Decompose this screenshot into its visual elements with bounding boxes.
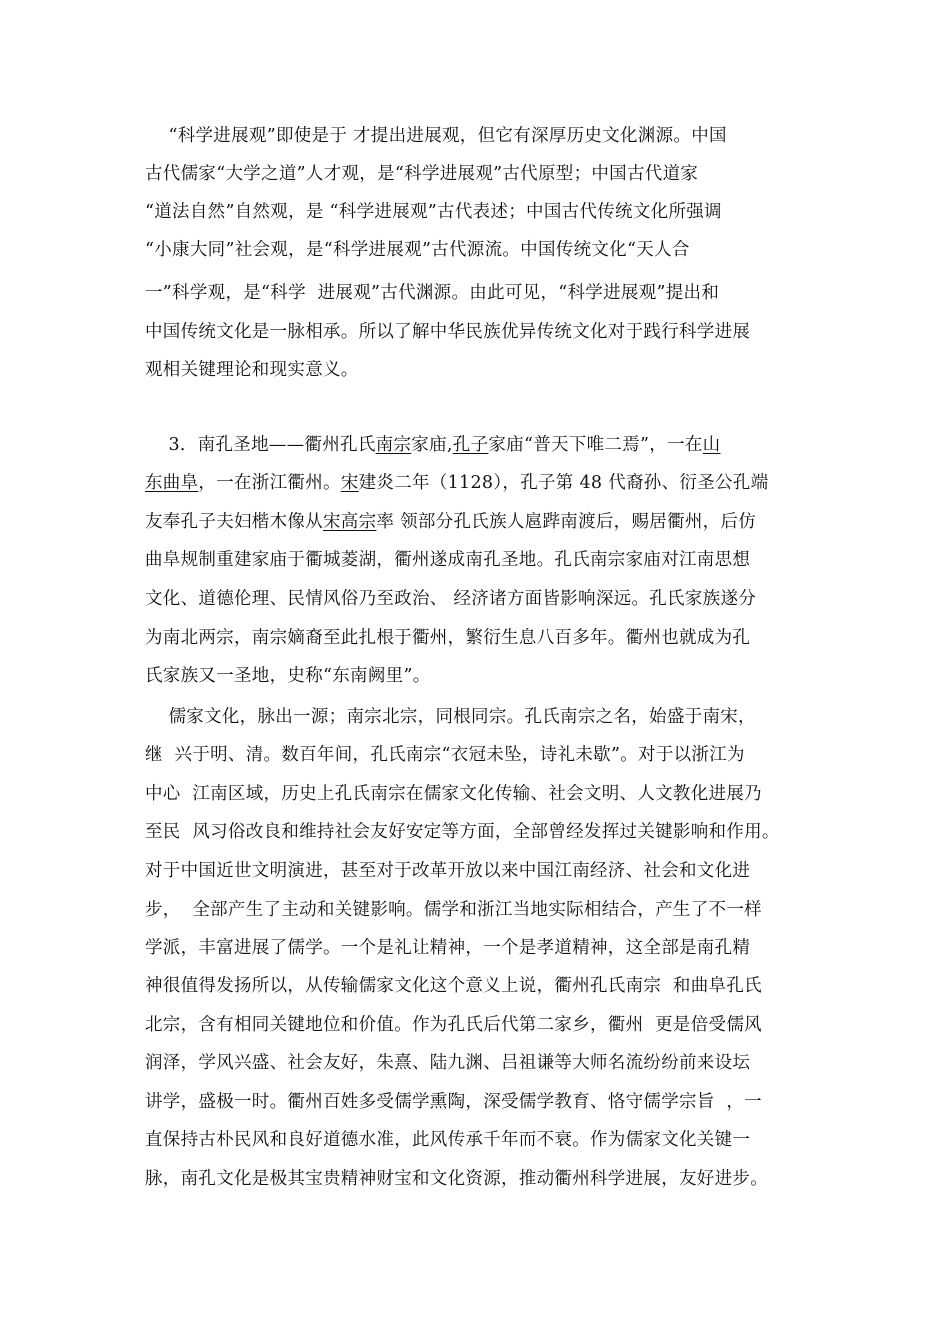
paragraph-2-text: 建炎二年（1128），孔子第 48 代裔孙、衍圣公孔端 (358, 473, 769, 493)
link-song[interactable]: 宋 (340, 473, 359, 493)
paragraph-2-line-3 (145, 510, 756, 534)
paragraph-1-line-1: “科学进展观”即使是于 才提出进展观，但它有深厚历史文化渊源。中国 (145, 126, 727, 146)
paragraph-2-text: 友奉孔子夫妇楷木像从 (145, 512, 323, 532)
paragraph-3-line-10: 润泽，学风兴盛、社会友好，朱熹、陆九渊、吕祖谦等大师名流纷纷前来设坛 (145, 1053, 751, 1073)
paragraph-1-line-2: 古代儒家“大学之道”人才观，是“科学进展观”古代原型；中国古代道家 (145, 164, 699, 184)
paragraph-2-text: 家庙, (411, 435, 453, 455)
link-kongzi[interactable]: 孔子 (452, 435, 489, 455)
paragraph-2-line-7: 氏家族又一圣地，史称“东南阙里”。 (145, 666, 431, 686)
paragraph-3-line-1: 儒家文化，脉出一源；南宗北宗，同根同宗。孔氏南宗之名，始盛于南宋， (145, 707, 756, 727)
paragraph-3-line-12: 直保持古朴民风和良好道德水准，此风传承千年而不衰。作为儒家文化关键一 (145, 1130, 751, 1150)
paragraph-2-line-1 (145, 433, 720, 457)
paragraph-3-line-8: 神很值得发扬所以，从传输儒家文化这个意义上说，衢州孔氏南宗 和曲阜孔氏 (145, 976, 762, 996)
paragraph-1-line-7: 观相关键理论和现实意义。 (145, 360, 359, 380)
paragraph-2-text: 3．南孔圣地——衢州孔氏 (145, 435, 376, 455)
paragraph-1-line-5: 一”科学观，是“科学 进展观”古代渊源。由此可见，“科学进展观”提出和 (145, 283, 720, 303)
paragraph-2-line-6: 为南北两宗，南宗嫡裔至此扎根于衢州，繁衍生息八百多年。衢州也就成为孔 (145, 628, 751, 648)
paragraph-3-line-5: 对于中国近世文明演进，甚至对于改革开放以来中国江南经济、社会和文化进 (145, 861, 751, 881)
link-song-gaozong[interactable]: 宋高宗 (323, 512, 377, 532)
paragraph-2-line-4: 曲阜规制重建家庙于衢城菱湖，衢州遂成南孔圣地。孔氏南宗家庙对江南思想 (145, 550, 751, 570)
link-shandong-qufu-part1[interactable]: 山 (702, 435, 721, 455)
paragraph-3-line-13: 脉，南孔文化是极其宝贵精神财宝和文化资源，推动衢州科学进展，友好进步。 (145, 1169, 768, 1189)
paragraph-1-line-4: “小康大同”社会观，是“科学进展观”古代源流。中国传统文化“天人合 (145, 240, 690, 260)
link-shandong-qufu-part2[interactable]: 东曲阜 (145, 473, 199, 493)
paragraph-2-line-5: 文化、道德伦理、民情风俗乃至政治、 经济诸方面皆影响深远。孔氏家族遂分 (145, 589, 757, 609)
paragraph-1-line-3: “道法自然”自然观，是 “科学进展观”古代表述；中国古代传统文化所强调 (145, 202, 722, 222)
paragraph-2-text: 家庙“普天下唯二焉”，一在 (488, 435, 703, 455)
paragraph-3-line-4: 至民 风习俗改良和维持社会友好安定等方面，全部曾经发挥过关键影响和作用。 (145, 822, 780, 842)
paragraph-3-line-6: 步， 全部产生了主动和关键影响。儒学和浙江当地实际相结合，产生了不一样 (145, 900, 762, 920)
link-nanzong[interactable]: 南宗 (375, 435, 412, 455)
paragraph-3-line-3: 中心 江南区域，历史上孔氏南宗在儒家文化传输、社会文明、人文教化进展乃 (145, 784, 762, 804)
paragraph-3-line-9: 北宗，含有相同关键地位和价值。作为孔氏后代第二家乡，衢州 更是倍受儒风 (145, 1015, 762, 1035)
paragraph-2-line-2 (145, 471, 768, 495)
paragraph-3-line-7: 学派，丰富进展了儒学。一个是礼让精神，一个是孝道精神，这全部是南孔精 (145, 938, 751, 958)
paragraph-3-line-2: 继 兴于明、清。数百年间，孔氏南宗“衣冠未坠，诗礼未歇”。对于以浙江为 (145, 745, 745, 765)
paragraph-2-text: 率 领部分孔氏族人扈跸南渡后，赐居衢州，后仿 (376, 512, 757, 532)
paragraph-1-line-6: 中国传统文化是一脉相承。所以了解中华民族优异传统文化对于践行科学进展 (145, 322, 751, 342)
paragraph-3-line-11: 讲学，盛极一时。衢州百姓多受儒学熏陶，深受儒学教育、恪守儒学宗旨 ，一 (145, 1092, 762, 1112)
paragraph-2-text: ，一在浙江衢州。 (198, 473, 341, 493)
